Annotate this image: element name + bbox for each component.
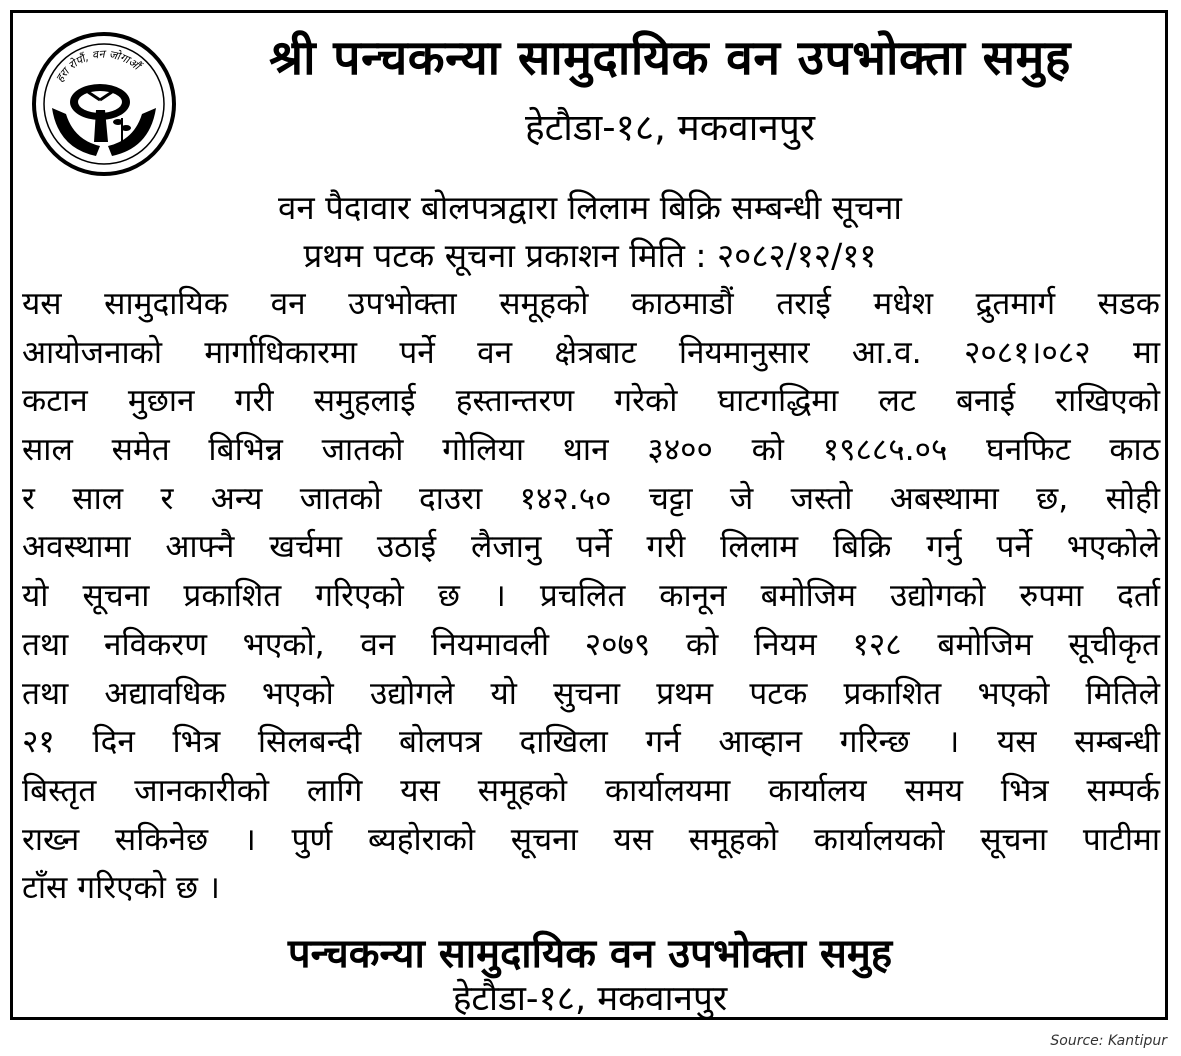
- body-line: यस सामुदायिक वन उपभोक्ता समूहको काठमाडौं तराई मधेश द्रुतमार्ग सडक: [22, 286, 1160, 322]
- notice-body: [22, 280, 1160, 913]
- footer-address: हेटौडा-१८, मकवानपुर: [452, 979, 728, 1019]
- body-line: यो सूचना प्रकाशित गरिएको छ । प्रचलित कानून बमोजिम उद्योगको रुपमा दर्ता: [22, 578, 1160, 615]
- publication-date: प्रथम पटक सूचना प्रकाशन मिति : २०८२/१२/११: [303, 236, 877, 275]
- organization-address: हेटौडा-१८, मकवानपुर: [525, 106, 815, 149]
- logo-slogan: हरा रोपौं, वन जोगाऔं: [53, 47, 143, 85]
- source-credit: Source: Kantipur: [1050, 1033, 1167, 1049]
- body-line: कटान मुछान गरी समुहलाई हस्तान्तरण गरेको घाटगद्धिमा लट बनाई राखिएको: [22, 383, 1160, 420]
- body-line: राख्न सकिनेछ । पुर्ण ब्यहोराको सूचना यस समूहको कार्यालयको सूचना पाटीमा: [22, 821, 1160, 858]
- body-line: आयोजनाको मार्गाधिकारमा पर्ने वन क्षेत्रबाट नियमानुसार आ.व. २०८१।०८२ मा: [22, 334, 1160, 371]
- body-line: २१ दिन भित्र सिलबन्दी बोलपत्र दाखिला गर्न आव्हान गरिन्छ । यस सम्बन्धी: [22, 724, 1160, 761]
- notice-heading: वन पैदावार बोलपत्रद्वारा लिलाम बिक्रि सम्बन्धी सूचना: [278, 188, 902, 227]
- body-line: बिस्तृत जानकारीको लागि यस समूहको कार्यालयमा कार्यालय समय भित्र सम्पर्क: [22, 772, 1160, 809]
- body-line: साल समेत बिभिन्न जातको गोलिया थान ३४०० को १९८८५.०५ घनफिट काठ: [22, 432, 1160, 469]
- body-line: अवस्थामा आफ्नै खर्चमा उठाई लैजानु पर्ने गरी लिलाम बिक्रि गर्नु पर्ने भएकोले: [22, 529, 1160, 566]
- body-line: टाँस गरिएको छ ।: [22, 870, 220, 907]
- body-line: तथा नविकरण भएको, वन नियमावली २०७९ को नियम १२८ बमोजिम सूचीकृत: [22, 626, 1160, 663]
- forest-logo: [30, 30, 178, 178]
- body-line: र साल र अन्य जातको दाउरा १४२.५० चट्टा जे जस्तो अबस्थामा छ, सोही: [22, 480, 1160, 517]
- body-line: तथा अद्यावधिक भएको उद्योगले यो सुचना प्रथम पटक प्रकाशित भएको मितिले: [22, 675, 1160, 712]
- footer-organization: पन्चकन्या सामुदायिक वन उपभोक्ता समुह: [287, 931, 893, 977]
- organization-title: श्री पन्चकन्या सामुदायिक वन उपभोक्ता समुह: [269, 30, 1071, 86]
